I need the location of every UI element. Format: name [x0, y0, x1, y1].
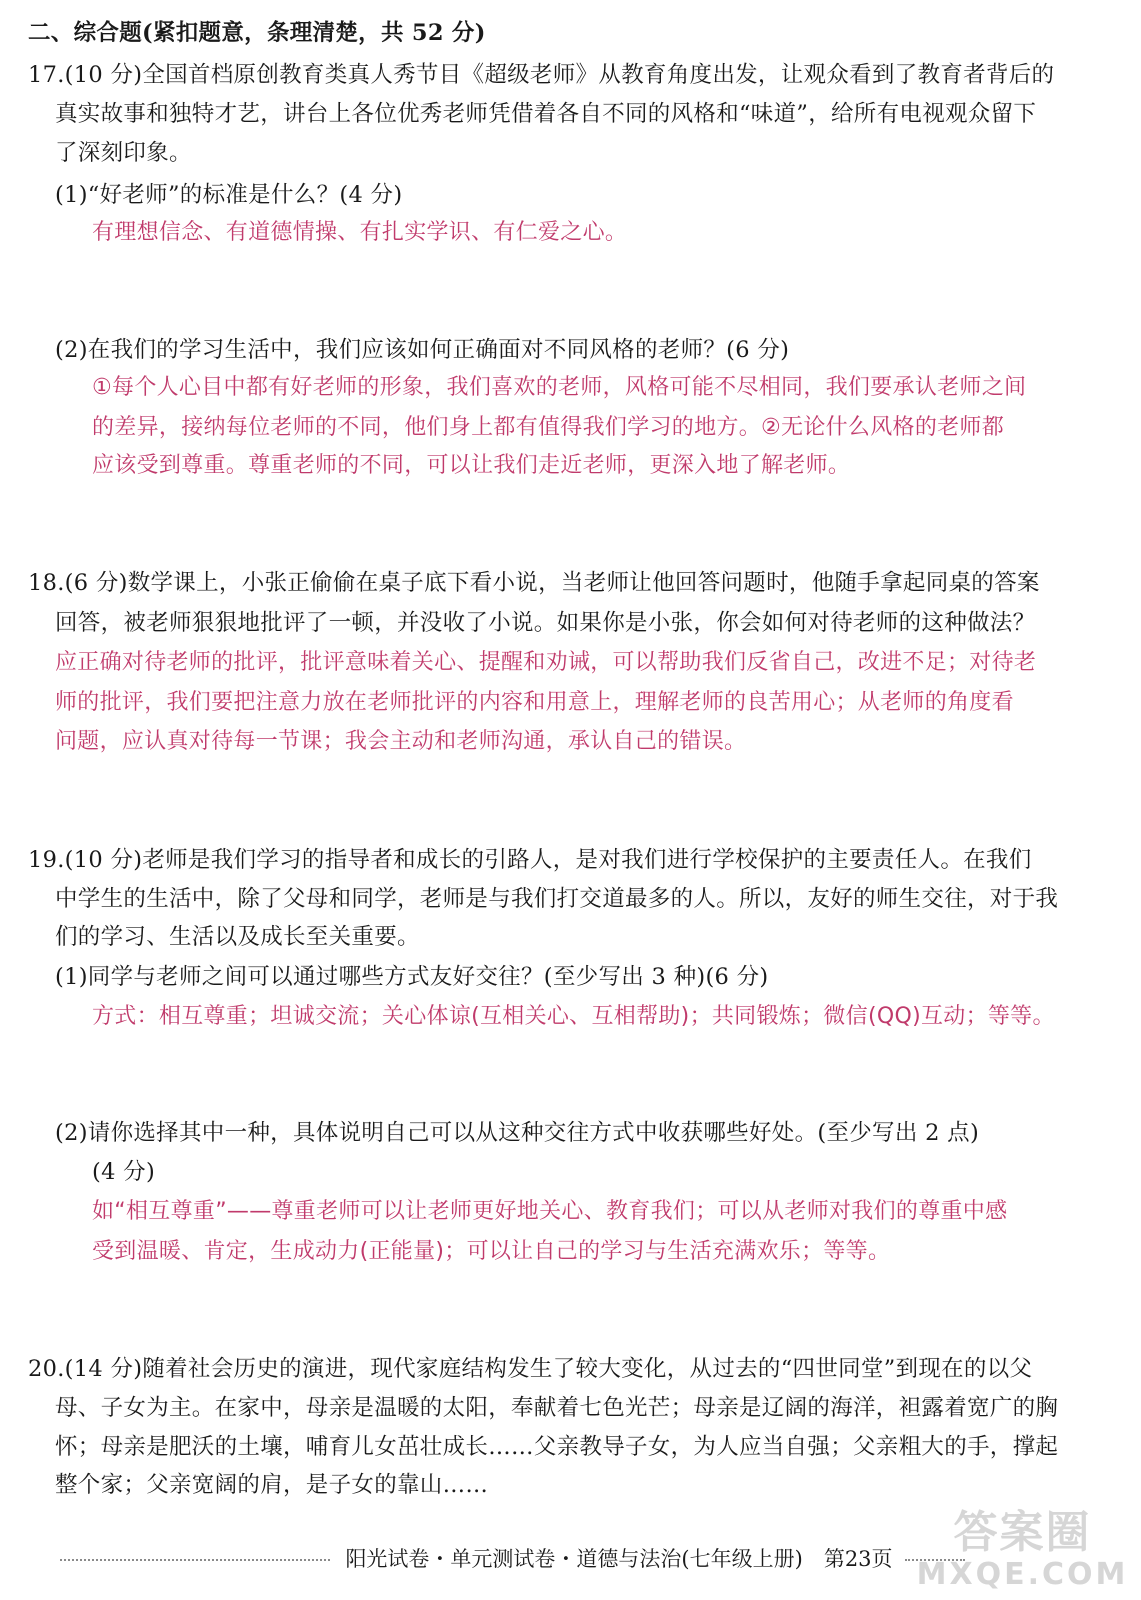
q19-sub2-question-line-1: (2)请你选择其中一种，具体说明自己可以从这种交往方式中收获哪些好处。(至少写出 2 点)	[55, 1120, 980, 1146]
q19-stem-line-1: 19.(10 分)老师是我们学习的指导者和成长的引路人，是对我们进行学校保护的主要责任人。在我们	[28, 847, 1032, 873]
q17-sub2-answer-line-1: ①每个人心目中都有好老师的形象，我们喜欢的老师，风格可能不尽相同，我们要承认老师之间	[92, 375, 1027, 400]
q17-sub1-answer: 有理想信念、有道德情操、有扎实学识、有仁爱之心。	[92, 220, 628, 245]
q18-answer-line-1: 应正确对待老师的批评，批评意味着关心、提醒和劝诫，可以帮助我们反省自己，改进不足；对待老	[55, 650, 1037, 675]
q17-sub2-answer-line-2: 的差异，接纳每位老师的不同，他们身上都有值得我们学习的地方。②无论什么风格的老师都	[92, 415, 1005, 440]
q17-stem-line-2: 真实故事和独特才艺，讲台上各位优秀老师凭借着各自不同的风格和“味道”，给所有电视观众留下	[55, 101, 1037, 127]
q17-stem-line-1: 17.(10 分)全国首档原创教育类真人秀节目《超级老师》从教育角度出发，让观众看到了教育者背后的	[28, 62, 1055, 88]
q20-stem-line-1: 20.(14 分)随着社会历史的演进，现代家庭结构发生了较大变化，从过去的“四世同堂”到现在的以父	[28, 1356, 1033, 1382]
q20-stem-line-3: 怀；母亲是肥沃的土壤，哺育儿女茁壮成长……父亲教导子女，为人应当自强；父亲粗大的手，撑起	[55, 1434, 1059, 1460]
watermark-url-text: MXQE.COM	[916, 1557, 1129, 1592]
q19-sub2-answer-line-2: 受到温暖、肯定，生成动力(正能量)；可以让自己的学习与生活充满欢乐；等等。	[92, 1239, 891, 1264]
footer-text: 阳光试卷・单元测试卷・道德与法治(七年级上册) 第23页	[345, 1547, 893, 1571]
section-title: 二、综合题(紧扣题意，条理清楚，共 52 分)	[28, 20, 486, 46]
q17-sub2-question: (2)在我们的学习生活中，我们应该如何正确面对不同风格的老师？(6 分)	[55, 337, 790, 363]
q20-stem-line-2: 母、子女为主。在家中，母亲是温暖的太阳，奉献着七色光芒；母亲是辽阔的海洋，袒露着宽广的胸	[55, 1395, 1059, 1421]
q20-stem-line-4: 整个家；父亲宽阔的肩，是子女的靠山……	[55, 1472, 489, 1498]
q18-stem-line-2: 回答，被老师狠狠地批评了一顿，并没收了小说。如果你是小张，你会如何对待老师的这种做法？	[55, 610, 1036, 636]
site-watermark	[915, 1508, 1130, 1594]
q17-stem-line-3: 了深刻印象。	[55, 140, 192, 166]
q18-answer-line-2: 师的批评，我们要把注意力放在老师批评的内容和用意上，理解老师的良苦用心；从老师的角度看	[55, 690, 1014, 715]
q19-sub1-question: (1)同学与老师之间可以通过哪些方式友好交往？(至少写出 3 种)(6 分)	[55, 964, 769, 990]
q19-sub2-answer-line-1: 如“相互尊重”——尊重老师可以让老师更好地关心、教育我们；可以从老师对我们的尊重中感	[92, 1199, 1008, 1224]
footer-rule-left	[60, 1559, 330, 1561]
watermark-logo-text: 答案圈	[953, 1507, 1092, 1558]
q19-stem-line-2: 中学生的生活中，除了父母和同学，老师是与我们打交道最多的人。所以，友好的师生交往，对于我	[55, 886, 1059, 912]
q17-sub2-answer-line-3: 应该受到尊重。尊重老师的不同，可以让我们走近老师，更深入地了解老师。	[92, 453, 851, 478]
q19-sub2-question-line-2: (4 分)	[92, 1159, 156, 1185]
q18-answer-line-3: 问题，应认真对待每一节课；我会主动和老师沟通，承认自己的错误。	[55, 729, 747, 754]
q17-sub1-question: (1)“好老师”的标准是什么？(4 分)	[55, 182, 403, 208]
q19-sub1-answer: 方式：相互尊重；坦诚交流；关心体谅(互相关心、互相帮助)；共同锻炼；微信(QQ)互动；等等。	[92, 1004, 1055, 1029]
q19-stem-line-3: 们的学习、生活以及成长至关重要。	[55, 924, 420, 950]
q18-stem-line-1: 18.(6 分)数学课上，小张正偷偷在桌子底下看小说，当老师让他回答问题时，他随手拿起同桌的答案	[28, 570, 1040, 596]
